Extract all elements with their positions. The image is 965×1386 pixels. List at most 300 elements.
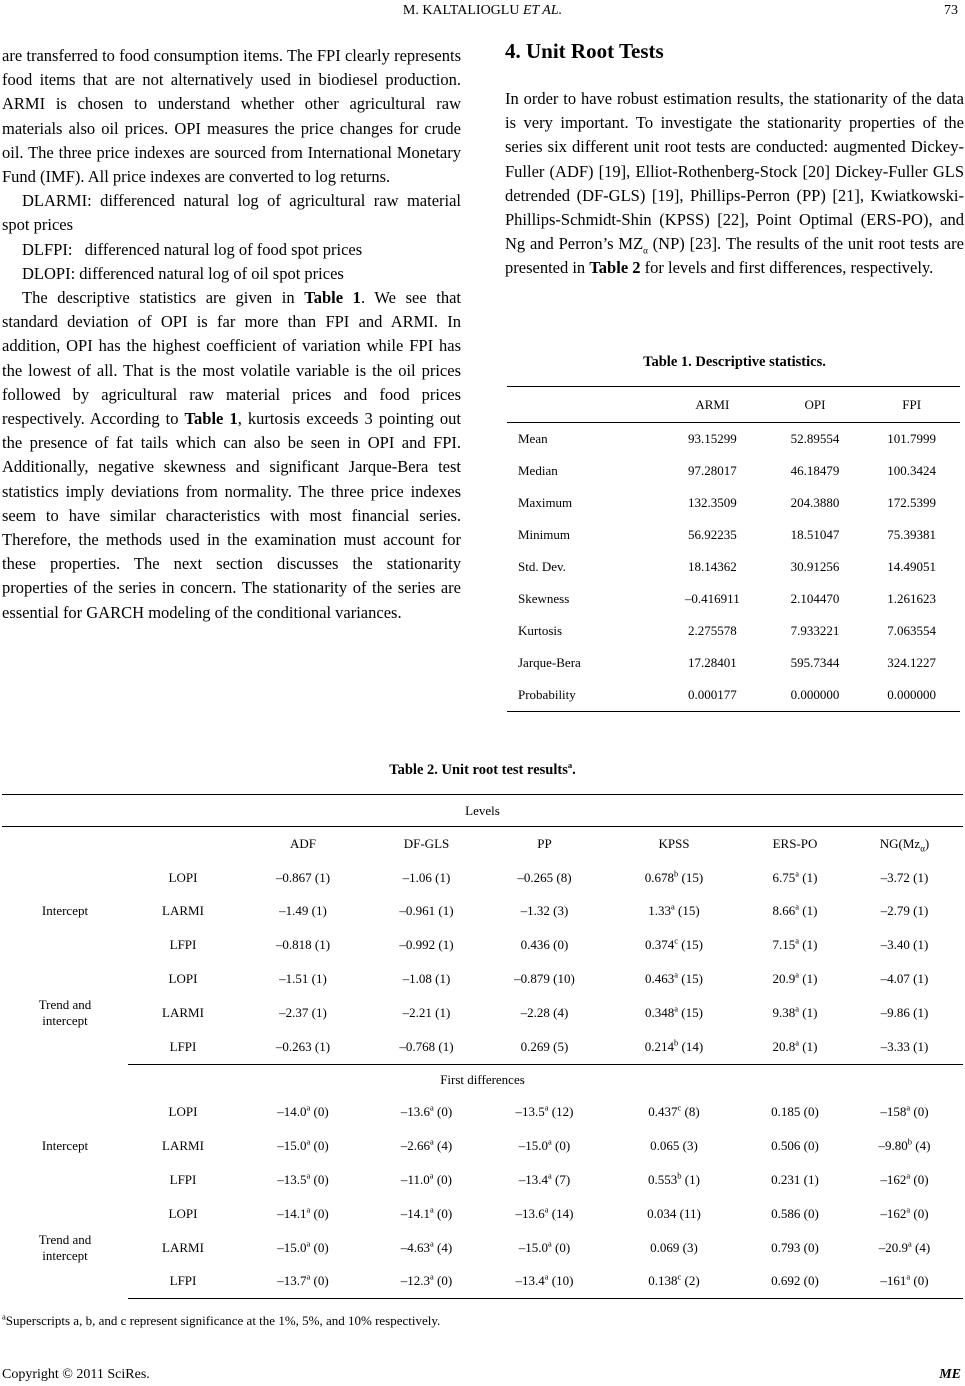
value: 0.214 xyxy=(644,1038,675,1054)
running-title xyxy=(0,3,965,19)
lag: (1) xyxy=(435,937,454,953)
table-cell xyxy=(846,962,963,996)
table-cell: 46.18479 xyxy=(790,463,840,478)
value: –13.4 xyxy=(515,1273,545,1289)
header-cell xyxy=(507,387,658,423)
value: –13.4 xyxy=(518,1172,549,1188)
value: –15.0 xyxy=(277,1138,307,1154)
et-al: ET AL. xyxy=(522,3,563,18)
lag: (14) xyxy=(548,1205,574,1221)
lag: (2) xyxy=(681,1273,700,1289)
table-cell xyxy=(744,1231,846,1265)
value: –4.07 xyxy=(880,971,910,987)
lag: (4) xyxy=(549,1004,569,1020)
table-row xyxy=(507,455,960,487)
value: –1.49 xyxy=(279,903,309,919)
page-number: 73 xyxy=(944,3,958,18)
lag: (8) xyxy=(681,1104,700,1120)
table-cell xyxy=(485,962,604,996)
series-label: LARMI xyxy=(162,1138,204,1154)
table-cell xyxy=(485,1129,604,1163)
table1-body xyxy=(507,423,960,712)
value: –0.768 xyxy=(399,1038,436,1054)
table-cell: 7.063554 xyxy=(887,623,937,638)
table-cell xyxy=(846,1265,963,1299)
lag: (15) xyxy=(678,1004,703,1020)
text: (NP) [23]. The results of the unit root tests are presented in xyxy=(505,234,964,278)
lag: (5) xyxy=(549,1038,569,1054)
group-label xyxy=(2,861,128,962)
value: –15.0 xyxy=(277,1239,307,1255)
table-cell: 56.92235 xyxy=(687,527,737,542)
lag: (0) xyxy=(800,1239,819,1255)
value: –1.51 xyxy=(279,971,309,987)
table-cell xyxy=(846,1030,963,1064)
lag: (1) xyxy=(909,869,929,885)
table-cell xyxy=(368,1129,485,1163)
table-cell xyxy=(846,861,963,895)
table-cell: 93.15299 xyxy=(687,431,737,446)
lag: (14) xyxy=(678,1038,704,1054)
lag: (1) xyxy=(800,1172,819,1188)
table1 xyxy=(507,386,960,712)
lag: (0) xyxy=(310,1138,329,1154)
table-cell xyxy=(238,996,368,1030)
significance: a xyxy=(430,1136,434,1147)
table-cell: 30.91256 xyxy=(790,559,840,574)
value: –2.21 xyxy=(402,1004,432,1020)
lag: (8) xyxy=(553,869,572,885)
table-row xyxy=(2,861,963,895)
significance: a xyxy=(306,1103,311,1114)
table-cell xyxy=(485,1231,604,1265)
lag: (1) xyxy=(799,1004,818,1020)
lag: (15) xyxy=(678,937,703,953)
table-cell xyxy=(368,1231,485,1265)
table-cell xyxy=(485,861,604,895)
table-cell xyxy=(744,962,846,996)
table-cell xyxy=(238,861,368,895)
text: for levels and first differences, respectively. xyxy=(640,258,934,278)
lag: (0) xyxy=(551,1138,571,1154)
lag: (0) xyxy=(310,1205,329,1221)
table-cell xyxy=(238,895,368,929)
page-header xyxy=(0,0,965,22)
table-cell xyxy=(744,861,846,895)
header-cell: KPSS xyxy=(604,827,744,861)
significance: a xyxy=(908,1238,912,1249)
table-cell xyxy=(604,1096,744,1130)
lag: (3) xyxy=(679,1138,698,1154)
value: –13.5 xyxy=(277,1172,307,1188)
significance: a xyxy=(795,1037,800,1048)
table-row xyxy=(2,928,963,962)
table-header-row xyxy=(507,387,960,423)
text: , kurtosis exceeds 3 pointing out the presence of fat tails which can also be seen in OPI and FPI. Additionally, negative skewness and significant Jarque-Bera test statistics imply deviations from normality. The three price indexes seem to have similar characteristics with most financial series. Therefore, the methods used in the examination must account for these properties. The next section discusses the stationarity properties of the series in concern. The stationarity of the series are essential for GARCH modeling of the conditional variances. xyxy=(2,409,461,622)
table-cell xyxy=(846,928,963,962)
lag: (4) xyxy=(912,1138,931,1154)
series-label: LOPI xyxy=(168,971,198,987)
significance: b xyxy=(907,1136,913,1147)
header-cell xyxy=(846,827,963,861)
value: –4.63 xyxy=(400,1239,431,1255)
value: –15.0 xyxy=(518,1239,549,1255)
lag: (1) xyxy=(308,971,327,987)
table-cell xyxy=(485,895,604,929)
value: –162 xyxy=(880,1205,907,1221)
lag: (0) xyxy=(310,1239,329,1255)
table-cell xyxy=(604,962,744,996)
series-label: LOPI xyxy=(168,869,198,885)
value: –0.818 xyxy=(275,937,312,953)
significance: a xyxy=(544,1272,549,1283)
table-cell xyxy=(604,1129,744,1163)
significance: c xyxy=(677,1103,682,1114)
lag: (15) xyxy=(674,903,700,919)
lag: (1) xyxy=(909,971,929,987)
table-cell: 1.261623 xyxy=(887,591,937,606)
header-cell: PP xyxy=(485,827,604,861)
significance: a xyxy=(548,1136,552,1147)
footnote xyxy=(2,1313,440,1329)
journal-abbrev: ME xyxy=(939,1367,961,1382)
table-row xyxy=(2,962,963,996)
text: In order to have robust estimation results, the stationarity of the data is very important. To investigate the stationarity properties of the series six different unit root tests are conducted: augmented Dickey-Fuller (ADF) [19], Elliot-Rothenberg-Stock [20] Dickey-Fuller GLS detrended (DF-GLS) [19], Phillips-Perron (PP) [21], Kwiatkowski-Phillips-Schmidt-Shin (KPSS) [22], Point Optimal (ERS-PO), and Ng and Perron’s MZ xyxy=(505,89,964,254)
lag: (0) xyxy=(433,1104,453,1120)
table-cell: 324.1227 xyxy=(887,655,937,670)
header-cell: ADF xyxy=(238,827,368,861)
value: –13.5 xyxy=(515,1104,545,1120)
value: –9.86 xyxy=(880,1004,910,1020)
value: –1.32 xyxy=(520,903,550,919)
significance: a xyxy=(674,1003,679,1014)
lag: (1) xyxy=(435,1038,454,1054)
value: 0.374 xyxy=(645,937,675,953)
value: –12.3 xyxy=(400,1273,431,1289)
significance: a xyxy=(430,1204,434,1215)
table-cell: 101.7999 xyxy=(887,431,937,446)
table-cell xyxy=(238,1163,368,1197)
significance: c xyxy=(674,935,679,946)
table-cell xyxy=(485,1163,604,1197)
lag: (1) xyxy=(311,1038,331,1054)
significance: a xyxy=(795,969,800,980)
lag: (11) xyxy=(676,1205,701,1221)
table-row xyxy=(2,1265,963,1299)
significance: a xyxy=(548,1170,552,1181)
table-cell xyxy=(604,1231,744,1265)
value: 0.185 xyxy=(771,1104,801,1120)
table-cell xyxy=(238,1197,368,1231)
row-label: Skewness xyxy=(518,591,570,606)
section-label: First differences xyxy=(440,1072,525,1088)
table-cell xyxy=(238,1231,368,1265)
table-cell xyxy=(604,895,744,929)
paragraph: DLFPI: differenced natural log of food spot prices xyxy=(22,239,363,259)
table-cell: 7.933221 xyxy=(790,623,840,638)
caption-text: Table 2. Unit root test results xyxy=(389,762,568,778)
table-cell: 18.14362 xyxy=(687,559,737,574)
significance: b xyxy=(674,1037,679,1048)
lag: (0) xyxy=(310,1104,329,1120)
table-cell xyxy=(368,1265,485,1299)
table-cell: 97.28017 xyxy=(687,463,737,478)
table-cell xyxy=(846,1129,963,1163)
table-cell xyxy=(744,895,846,929)
significance: a xyxy=(544,1103,549,1114)
lag: (10) xyxy=(549,971,575,987)
lag: (10) xyxy=(548,1273,574,1289)
table-row xyxy=(507,615,960,647)
value: –13.6 xyxy=(515,1205,545,1221)
value: 0.437 xyxy=(648,1104,678,1120)
table-cell xyxy=(485,928,604,962)
table-cell: 0.000000 xyxy=(863,679,960,712)
value: 0.034 xyxy=(647,1205,677,1221)
table-cell xyxy=(744,928,846,962)
lag: (0) xyxy=(910,1172,929,1188)
table-ref[interactable]: Table 1 xyxy=(184,409,238,429)
series-label: LARMI xyxy=(162,1239,204,1255)
lag: (0) xyxy=(433,1273,453,1289)
footnote-text: Superscripts a, b, and c represent significance at the 1%, 5%, and 10% respectively. xyxy=(5,1313,441,1328)
lag: (0) xyxy=(800,1138,819,1154)
lag: (1) xyxy=(799,937,818,953)
table-cell xyxy=(485,1030,604,1064)
lag: (0) xyxy=(800,1273,819,1289)
lag: (0) xyxy=(800,1205,819,1221)
table-cell: 75.39381 xyxy=(887,527,937,542)
value: –0.992 xyxy=(399,937,436,953)
series-label: LFPI xyxy=(128,1265,238,1299)
table-cell xyxy=(744,1096,846,1130)
header-text: ) xyxy=(924,835,930,851)
table-cell xyxy=(744,1197,846,1231)
table-cell xyxy=(368,1096,485,1130)
paragraph: DLARMI: differenced natural log of agricultural raw material spot prices xyxy=(2,191,461,235)
row-label: Jarque-Bera xyxy=(518,655,581,670)
header-cell: ARMI xyxy=(658,387,767,423)
table-cell xyxy=(368,895,485,929)
paragraph: DLOPI: differenced natural log of oil spot prices xyxy=(22,263,344,283)
group-label xyxy=(2,1096,128,1197)
significance: b xyxy=(677,1170,682,1181)
value: –1.06 xyxy=(402,869,432,885)
significance: a xyxy=(795,935,800,946)
lag: (1) xyxy=(435,903,454,919)
table-cell xyxy=(368,1163,485,1197)
table1-caption: Table 1. Descriptive statistics. xyxy=(643,354,826,370)
value: –3.33 xyxy=(880,1038,910,1054)
value: –0.867 xyxy=(275,869,312,885)
table-row xyxy=(2,1030,963,1064)
group-label-line: intercept xyxy=(42,1247,88,1263)
header-text: NG(Mz xyxy=(879,835,921,851)
table-cell xyxy=(744,996,846,1030)
significance: a xyxy=(795,868,800,879)
row-label: Mean xyxy=(518,431,548,446)
value: 0.069 xyxy=(650,1239,680,1255)
value: –13.7 xyxy=(277,1273,307,1289)
lag: (1) xyxy=(909,1004,929,1020)
value: 7.15 xyxy=(772,937,796,953)
lag: (1) xyxy=(799,903,818,919)
table-cell xyxy=(604,1265,744,1299)
paragraph xyxy=(2,286,461,625)
value: –3.40 xyxy=(880,937,910,953)
table-cell: 17.28401 xyxy=(687,655,737,670)
lag: (3) xyxy=(549,903,569,919)
lag: (1) xyxy=(799,971,818,987)
table-cell: 100.3424 xyxy=(887,463,937,478)
significance: a xyxy=(544,1204,549,1215)
table-cell: 132.3509 xyxy=(687,495,737,510)
value: –161 xyxy=(880,1273,907,1289)
table-cell xyxy=(604,1197,744,1231)
table-cell: 2.275578 xyxy=(687,623,737,638)
value: 0.436 xyxy=(520,937,550,953)
table-cell xyxy=(846,1231,963,1265)
table-cell xyxy=(485,1096,604,1130)
value: –158 xyxy=(880,1104,907,1120)
table-row xyxy=(507,551,960,583)
lag: (1) xyxy=(799,869,818,885)
significance: a xyxy=(906,1204,911,1215)
table-cell xyxy=(368,962,485,996)
lag: (1) xyxy=(308,1004,327,1020)
value: –0.265 xyxy=(517,869,554,885)
table-cell xyxy=(485,1265,604,1299)
group-label-line: intercept xyxy=(42,1013,88,1029)
significance: a xyxy=(906,1170,911,1181)
subscript: α xyxy=(643,245,648,256)
table-cell xyxy=(744,1163,846,1197)
significance: a xyxy=(671,902,675,913)
table-header-row xyxy=(2,827,963,861)
table-cell: 18.51047 xyxy=(790,527,840,542)
lag: (4) xyxy=(433,1138,453,1154)
table-row xyxy=(2,1163,963,1197)
lag: (0) xyxy=(910,1104,929,1120)
significance: a xyxy=(795,1003,800,1014)
significance: a xyxy=(306,1136,311,1147)
text: . We see that standard deviation of OPI is far more than FPI and ARMI. In addition, OPI has the highest coefficient of variation while FPI has the lowest of all. That is the most volatile variable is the oil prices followed by agricultural raw material prices and food prices respectively. According to xyxy=(2,288,462,429)
table-row xyxy=(507,487,960,519)
value: 0.231 xyxy=(771,1172,801,1188)
value: 0.586 xyxy=(771,1205,801,1221)
left-column xyxy=(2,44,461,625)
value: –2.66 xyxy=(400,1138,431,1154)
table-cell xyxy=(846,1096,963,1130)
table-cell xyxy=(604,996,744,1030)
superscript: a xyxy=(2,1311,6,1322)
lag: (1) xyxy=(909,903,929,919)
series-label: LARMI xyxy=(162,903,204,919)
lag: (4) xyxy=(433,1239,453,1255)
table-cell xyxy=(604,861,744,895)
header-cell: ERS-PO xyxy=(744,827,846,861)
value: –0.263 xyxy=(275,1038,312,1054)
table-cell xyxy=(744,1129,846,1163)
empty-cell xyxy=(128,827,238,861)
lag: (1) xyxy=(431,1004,451,1020)
row-label: Median xyxy=(518,463,558,478)
value: –0.879 xyxy=(514,971,550,987)
lag: (7) xyxy=(551,1172,571,1188)
series-label: LARMI xyxy=(162,1004,204,1020)
table-cell xyxy=(846,895,963,929)
table-cell xyxy=(604,928,744,962)
table-cell: 14.49051 xyxy=(887,559,937,574)
table-cell: 0.000177 xyxy=(658,679,767,712)
row-label: Probability xyxy=(507,679,658,712)
value: 20.8 xyxy=(772,1038,796,1054)
value: –2.37 xyxy=(279,1004,309,1020)
table-ref[interactable]: Table 2 xyxy=(589,258,641,278)
value: –162 xyxy=(880,1172,907,1188)
lag: (1) xyxy=(311,869,331,885)
significance: a xyxy=(906,1272,911,1283)
table-cell xyxy=(368,1030,485,1064)
table2-body xyxy=(2,795,963,1299)
superscript: a xyxy=(567,760,573,771)
significance: a xyxy=(306,1204,311,1215)
series-label: LFPI xyxy=(169,1172,197,1188)
group-label xyxy=(2,962,128,1064)
value: 0.793 xyxy=(771,1239,801,1255)
value: –2.28 xyxy=(520,1004,550,1020)
value: 0.138 xyxy=(648,1273,678,1289)
value: –0.961 xyxy=(399,903,436,919)
lag: (1) xyxy=(308,903,327,919)
series-label: LFPI xyxy=(128,1030,238,1064)
table-cell xyxy=(238,1030,368,1064)
table-row xyxy=(2,996,963,1030)
significance: a xyxy=(430,1238,434,1249)
value: –2.79 xyxy=(880,903,910,919)
row-label: Minimum xyxy=(518,527,571,542)
table-ref[interactable]: Table 1 xyxy=(304,288,361,308)
lag: (0) xyxy=(551,1239,571,1255)
table-cell xyxy=(238,1129,368,1163)
value: 0.506 xyxy=(771,1138,801,1154)
row-label: Kurtosis xyxy=(518,623,563,638)
table-cell xyxy=(604,1030,744,1064)
lag: (1) xyxy=(681,1172,700,1188)
authors: M. KALTALIOGLU xyxy=(402,3,520,18)
lag: (3) xyxy=(679,1239,698,1255)
group-label-line: Trend and xyxy=(38,1231,92,1247)
value: –15.0 xyxy=(518,1138,549,1154)
table-row xyxy=(2,1197,963,1231)
value: 9.38 xyxy=(772,1004,796,1020)
significance: a xyxy=(430,1272,434,1283)
table-cell: 172.5399 xyxy=(887,495,937,510)
lag: (0) xyxy=(910,1273,929,1289)
series-label: LFPI xyxy=(169,937,197,953)
table2 xyxy=(2,794,963,1299)
significance: a xyxy=(548,1238,552,1249)
lag: (1) xyxy=(431,869,451,885)
table-row xyxy=(507,519,960,551)
value: 0.348 xyxy=(645,1004,675,1020)
significance: a xyxy=(674,969,679,980)
value: 1.33 xyxy=(648,903,672,919)
value: –14.1 xyxy=(277,1205,307,1221)
value: 20.9 xyxy=(772,971,796,987)
table-cell xyxy=(238,1265,368,1299)
table-cell xyxy=(846,996,963,1030)
